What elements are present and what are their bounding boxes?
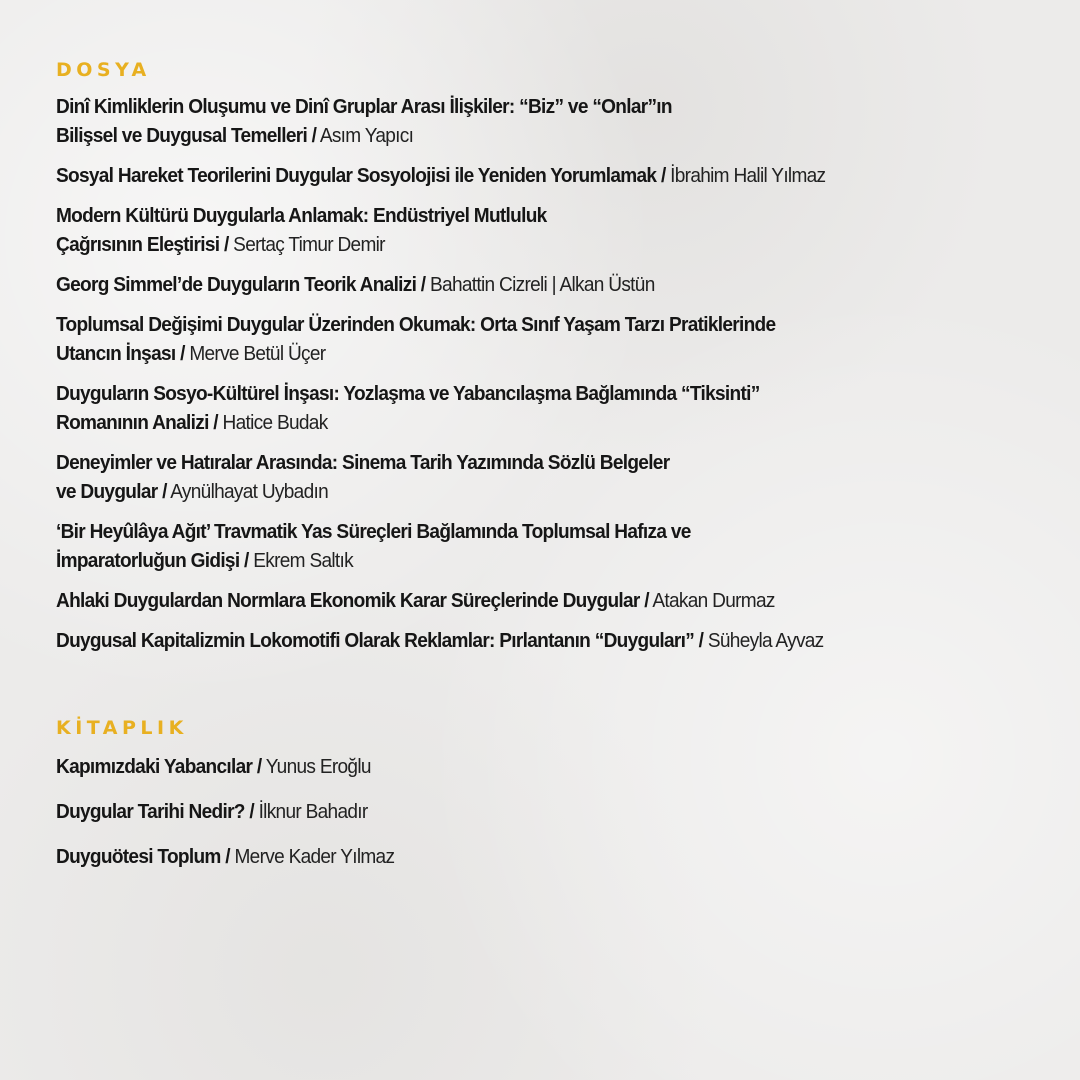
article-author: Bahattin Cizreli | Alkan Üstün: [430, 273, 655, 296]
kitaplik-entries: [56, 752, 1046, 871]
article-author: Merve Kader Yılmaz: [234, 845, 395, 868]
article-entry: [56, 310, 1046, 368]
section-dosya: [56, 58, 1046, 655]
title-author-separator: /: [244, 549, 249, 572]
article-entry: [56, 517, 1046, 575]
article-author: Sertaç Timur Demir: [233, 233, 385, 256]
article-author: Hatice Budak: [222, 411, 328, 434]
title-author-separator: /: [420, 273, 426, 296]
article-title: ‘Bir Heyûlâya Ağıt’ Travmatik Yas Süreçleri Bağlamında Toplumsal Hafıza ve: [56, 520, 691, 543]
dosya-entries: [56, 92, 1046, 655]
article-entry: [56, 270, 1046, 299]
article-title: İmparatorluğun Gidişi: [56, 549, 240, 572]
article-title: Ahlaki Duygulardan Normlara Ekonomik Karar Süreçlerinde Duygular: [56, 589, 640, 612]
title-author-separator: /: [311, 124, 317, 147]
article-entry: [56, 842, 1046, 871]
title-author-separator: /: [162, 480, 167, 503]
article-title: Duygusal Kapitalizmin Lokomotifi Olarak Reklamlar: Pırlantanın “Duyguları”: [56, 629, 695, 652]
title-author-separator: /: [223, 233, 229, 256]
article-author: Aynülhayat Uybadın: [170, 480, 328, 503]
section-heading-kitaplik: KİTAPLIK: [56, 717, 188, 739]
article-author: Atakan Durmaz: [652, 589, 775, 612]
title-author-separator: /: [698, 629, 704, 652]
article-entry: [56, 379, 1046, 437]
article-title: Kapımızdaki Yabancılar: [56, 755, 253, 778]
article-entry: [56, 201, 1046, 259]
article-title: Romanının Analizi: [56, 411, 209, 434]
article-title: Georg Simmel’de Duyguların Teorik Analizi: [56, 273, 417, 296]
article-title: Toplumsal Değişimi Duygular Üzerinden Okumak: Orta Sınıf Yaşam Tarzı Pratiklerinde: [56, 313, 776, 336]
article-title: Çağrısının Eleştirisi: [56, 233, 220, 256]
article-author: Ekrem Saltık: [253, 549, 353, 572]
article-author: Merve Betül Üçer: [189, 342, 326, 365]
article-title: Modern Kültürü Duygularla Anlamak: Endüstriyel Mutluluk: [56, 204, 547, 227]
table-of-contents: [56, 58, 1046, 887]
article-entry: [56, 586, 1046, 615]
article-entry: [56, 626, 1046, 655]
article-title: Deneyimler ve Hatıralar Arasında: Sinema Tarih Yazımında Sözlü Belgeler: [56, 451, 670, 474]
article-title: Duyguların Sosyo-Kültürel İnşası: Yozlaşma ve Yabancılaşma Bağlamında “Tiksinti”: [56, 382, 760, 405]
title-author-separator: /: [644, 589, 649, 612]
title-author-separator: /: [213, 411, 218, 434]
article-title: Dinî Kimliklerin Oluşumu ve Dinî Gruplar Arası İlişkiler: “Biz” ve “Onlar”ın: [56, 95, 672, 118]
article-entry: [56, 752, 1046, 781]
article-entry: [56, 448, 1046, 506]
article-author: Asım Yapıcı: [319, 124, 414, 147]
section-spacer: [56, 666, 1046, 716]
article-title: Duyguötesi Toplum: [56, 845, 221, 868]
title-author-separator: /: [249, 800, 254, 823]
section-kitaplik: [56, 716, 1046, 871]
article-entry: [56, 797, 1046, 826]
article-title: ve Duygular: [56, 480, 158, 503]
article-entry: [56, 161, 1046, 190]
article-author: İbrahim Halil Yılmaz: [670, 164, 826, 187]
article-title: Duygular Tarihi Nedir?: [56, 800, 245, 823]
section-heading-dosya: DOSYA: [56, 59, 151, 81]
title-author-separator: /: [225, 845, 230, 868]
article-title: Sosyal Hareket Teorilerini Duygular Sosyolojisi ile Yeniden Yorumlamak: [56, 164, 657, 187]
title-author-separator: /: [256, 755, 262, 778]
article-title: Bilişsel ve Duygusal Temelleri: [56, 124, 308, 147]
article-author: Yunus Eroğlu: [265, 755, 371, 778]
article-author: İlknur Bahadır: [258, 800, 368, 823]
title-author-separator: /: [660, 164, 666, 187]
article-entry: [56, 92, 1046, 150]
article-author: Süheyla Ayvaz: [707, 629, 824, 652]
article-title: Utancın İnşası: [56, 342, 176, 365]
title-author-separator: /: [180, 342, 185, 365]
